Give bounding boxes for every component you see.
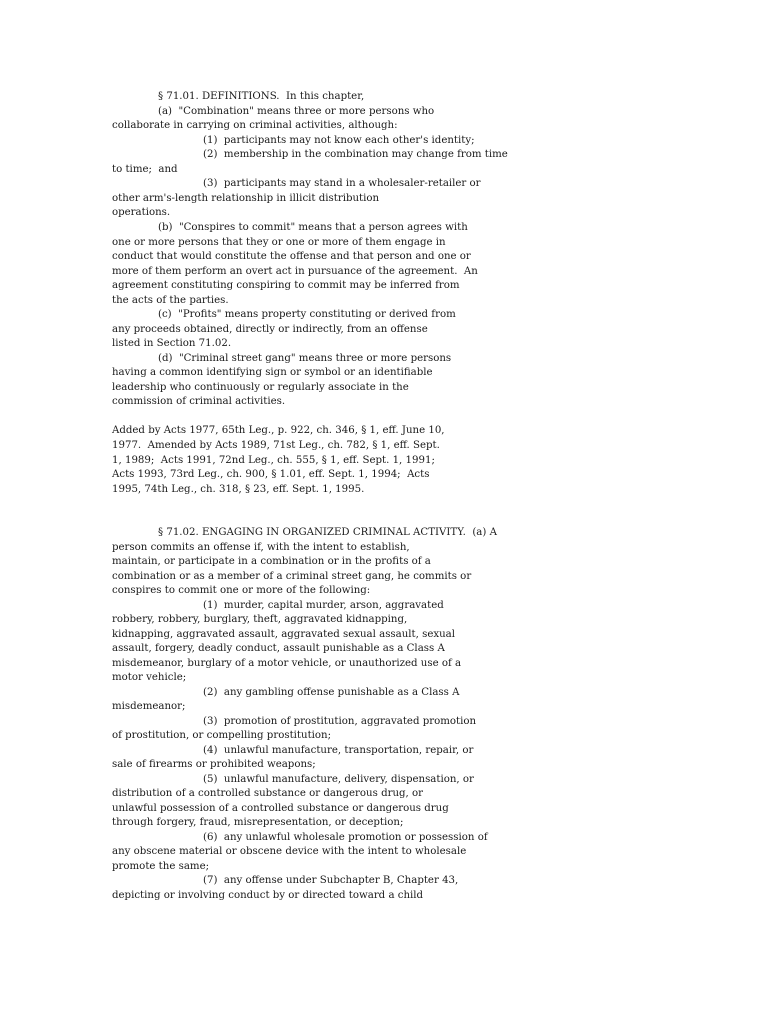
history-note-line: Added by Acts 1977, 65th Leg., p. 922, ch. 346, § 1, eff. June 10, xyxy=(112,425,445,436)
text-line: misdemeanor; xyxy=(112,701,186,712)
definition-d-line: (d) "Criminal street gang" means three or more persons xyxy=(158,353,452,364)
text-line: any obscene material or obscene device with the intent to wholesale xyxy=(112,846,467,857)
list-item-line: (3) promotion of prostitution, aggravated promotion xyxy=(203,716,477,727)
history-note-line: Acts 1993, 73rd Leg., ch. 900, § 1.01, eff. Sept. 1, 1994; Acts xyxy=(112,469,430,480)
text-line: promote the same; xyxy=(112,861,210,872)
history-note-line: 1995, 74th Leg., ch. 318, § 23, eff. Sept. 1, 1995. xyxy=(112,484,365,495)
list-item-line: (1) participants may not know each other's identity; xyxy=(203,135,475,146)
list-item-line: (6) any unlawful wholesale promotion or possession of xyxy=(203,832,488,843)
text-line: listed in Section 71.02. xyxy=(112,338,232,349)
list-item-line: (3) participants may stand in a wholesaler-retailer or xyxy=(203,178,481,189)
text-line: having a common identifying sign or symbol or an identifiable xyxy=(112,367,433,378)
text-line: conspires to commit one or more of the following: xyxy=(112,585,371,596)
text-line: kidnapping, aggravated assault, aggravated sexual assault, sexual xyxy=(112,629,456,640)
history-note-line: 1, 1989; Acts 1991, 72nd Leg., ch. 555, § 1, eff. Sept. 1, 1991; xyxy=(112,455,435,466)
text-line: more of them perform an overt act in pursuance of the agreement. An xyxy=(112,266,478,277)
text-line: to time; and xyxy=(112,164,178,175)
list-item-line: (4) unlawful manufacture, transportation, repair, or xyxy=(203,745,474,756)
text-line: person commits an offense if, with the intent to establish, xyxy=(112,542,410,553)
section-71-01-heading: § 71.01. DEFINITIONS. In this chapter, xyxy=(158,91,365,102)
text-line: motor vehicle; xyxy=(112,672,187,683)
list-item-line: (1) murder, capital murder, arson, aggravated xyxy=(203,600,444,611)
definition-a-line: (a) "Combination" means three or more persons who xyxy=(158,106,435,117)
text-line: collaborate in carrying on criminal activities, although: xyxy=(112,120,398,131)
list-item-line: (2) any gambling offense punishable as a Class A xyxy=(203,687,460,698)
text-line: operations. xyxy=(112,207,171,218)
text-line: other arm's-length relationship in illicit distribution xyxy=(112,193,380,204)
list-item-line: (5) unlawful manufacture, delivery, dispensation, or xyxy=(203,774,474,785)
section-71-02-heading: § 71.02. ENGAGING IN ORGANIZED CRIMINAL ACTIVITY. (a) A xyxy=(158,527,497,538)
text-line: assault, forgery, deadly conduct, assault punishable as a Class A xyxy=(112,643,445,654)
text-line: any proceeds obtained, directly or indirectly, from an offense xyxy=(112,324,428,335)
text-line: unlawful possession of a controlled substance or dangerous drug xyxy=(112,803,449,814)
list-item-line: (2) membership in the combination may change from time xyxy=(203,149,508,160)
text-line: commission of criminal activities. xyxy=(112,396,286,407)
text-line: distribution of a controlled substance or dangerous drug, or xyxy=(112,788,424,799)
text-line: misdemeanor, burglary of a motor vehicle, or unauthorized use of a xyxy=(112,658,462,669)
text-line: robbery, robbery, burglary, theft, aggravated kidnapping, xyxy=(112,614,408,625)
definition-b-line: (b) "Conspires to commit" means that a person agrees with xyxy=(158,222,468,233)
history-note-line: 1977. Amended by Acts 1989, 71st Leg., ch. 782, § 1, eff. Sept. xyxy=(112,440,440,451)
text-line: of prostitution, or compelling prostitution; xyxy=(112,730,332,741)
text-line: through forgery, fraud, misrepresentation, or deception; xyxy=(112,817,404,828)
text-line: combination or as a member of a criminal street gang, he commits or xyxy=(112,571,472,582)
list-item-line: (7) any offense under Subchapter B, Chapter 43, xyxy=(203,875,459,886)
text-line: agreement constituting conspiring to commit may be inferred from xyxy=(112,280,460,291)
text-line: sale of firearms or prohibited weapons; xyxy=(112,759,316,770)
text-line: maintain, or participate in a combination or in the profits of a xyxy=(112,556,431,567)
definition-c-line: (c) "Profits" means property constituting or derived from xyxy=(158,309,456,320)
text-line: leadership who continuously or regularly associate in the xyxy=(112,382,409,393)
text-line: the acts of the parties. xyxy=(112,295,229,306)
text-line: depicting or involving conduct by or directed toward a child xyxy=(112,890,424,901)
text-line: one or more persons that they or one or more of them engage in xyxy=(112,237,446,248)
text-line: conduct that would constitute the offense and that person and one or xyxy=(112,251,471,262)
